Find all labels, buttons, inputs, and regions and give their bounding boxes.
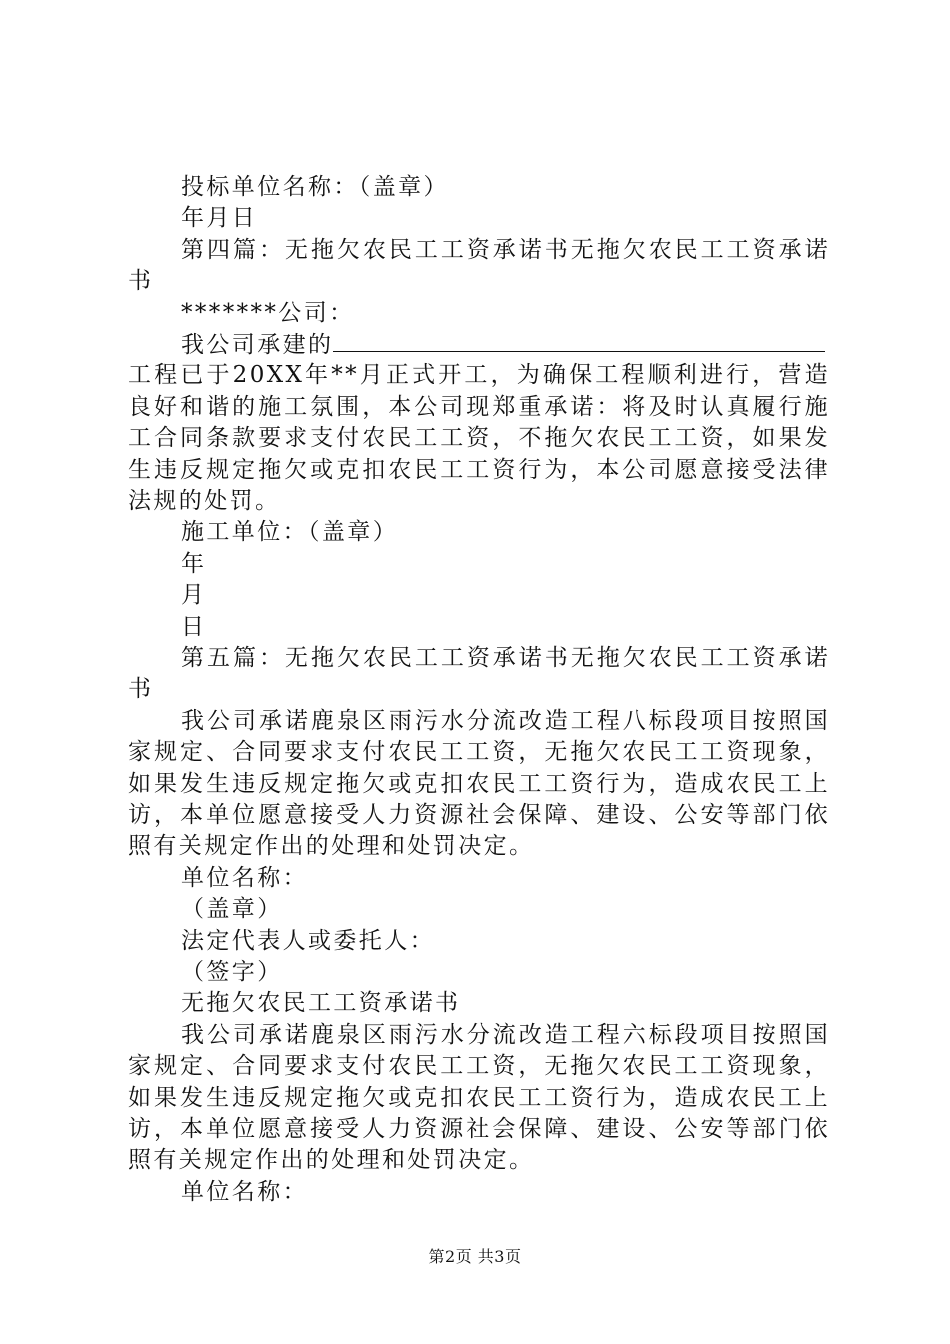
construction-unit-line: 施工单位：（盖章） [181, 519, 399, 546]
section-4-paragraph-start [128, 329, 830, 360]
document-body [128, 172, 830, 1208]
section-5-heading: 第五篇：无拖欠农民工工资承诺书无拖欠农民工工资承诺书 [128, 644, 830, 703]
section-5-paragraph: 我公司承诺鹿泉区雨污水分流改造工程八标段项目按照国家规定、合同要求支付农民工工资，无拖欠农民工工资现象，如果发生违反规定拖欠或克扣农民工工资行为，造成农民工上访，本单位愿意接受人力资源社会保障、建设、公安等部门依照有关规定作出的处理和处罚决定。 [128, 707, 830, 860]
section-6-paragraph: 我公司承诺鹿泉区雨污水分流改造工程六标段项目按照国家规定、合同要求支付农民工工资，无拖欠农民工工资现象，如果发生违反规定拖欠或克扣农民工工资行为，造成农民工上访，本单位愿意接受人力资源社会保障、建设、公安等部门依照有关规定作出的处理和处罚决定。 [128, 1021, 830, 1174]
signature-line: （签字） [181, 958, 283, 985]
company-salutation: *******公司： [181, 299, 355, 326]
page-footer: 第2页 共3页 [428, 1247, 522, 1266]
date-line: 年月日 [181, 205, 258, 232]
unit-name-line-1: 单位名称： [181, 864, 308, 891]
month-label: 月 [181, 582, 207, 609]
unit-name-line-2: 单位名称： [181, 1178, 308, 1205]
seal-line: （盖章） [181, 896, 283, 923]
bidder-name-line: 投标单位名称：（盖章） [181, 174, 449, 200]
commitment-title: 无拖欠农民工工资承诺书 [181, 990, 461, 1017]
section-4-paragraph: 工程已于20XX年**月正式开工，为确保工程顺利进行，营造良好和谐的施工氛围，本公司现郑重承诺：将及时认真履行施工合同条款要求支付农民工工资，不拖欠农民工工资，如果发生违反规定拖欠或克扣农民工工资行为，本公司愿意接受法律法规的处罚。 [128, 362, 830, 514]
day-label: 日 [181, 613, 207, 640]
legal-representative-line: 法定代表人或委托人： [181, 927, 435, 954]
section-4-paragraph-lead: 我公司承建的 [181, 331, 334, 358]
project-name-blank [333, 329, 825, 352]
section-4-heading: 第四篇：无拖欠农民工工资承诺书无拖欠农民工工资承诺书 [128, 236, 830, 295]
year-label: 年 [181, 550, 207, 577]
